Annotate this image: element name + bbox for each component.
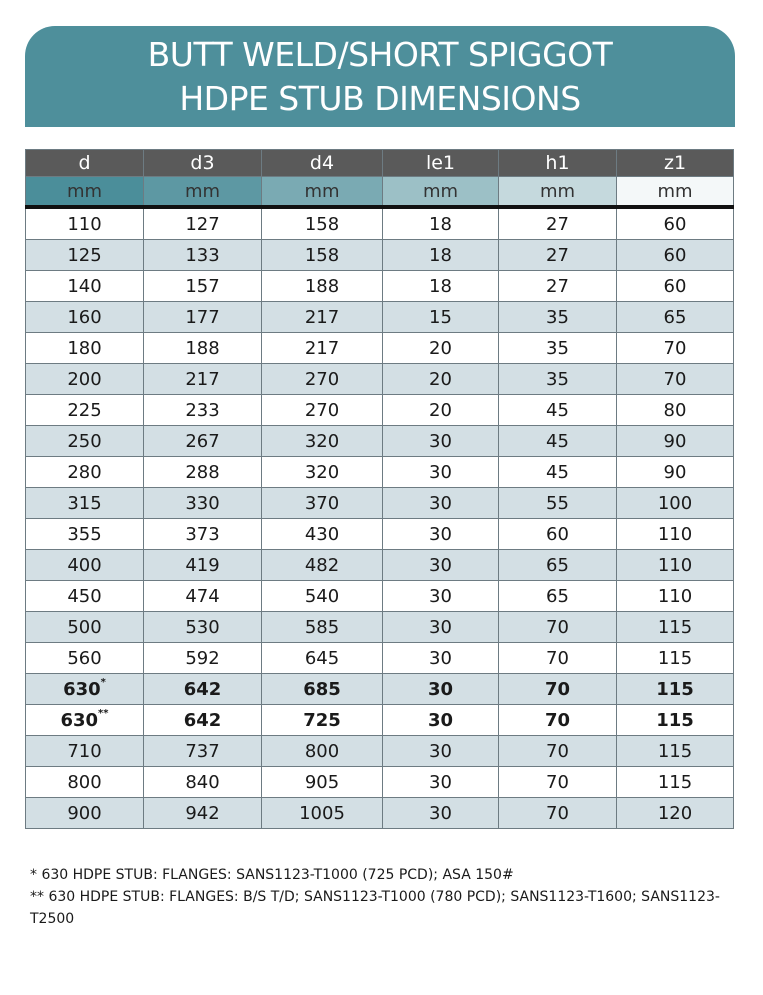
footnote-2: ** 630 HDPE STUB: FLANGES: B/S T/D; SANS1123-T1000 (780 PCD); SANS1123-T1600; SANS1123-T2500 [30,889,720,927]
cell-value: 592 [185,647,220,669]
cell-value: 373 [185,523,220,545]
cell-value: 133 [185,244,220,266]
footnote-marker: ** [98,707,109,719]
cell-d3 [144,240,262,271]
cell-d4 [262,426,383,457]
cell-value: 35 [546,306,569,328]
cell-d4 [262,457,383,488]
cell-value: 645 [304,647,340,669]
cell-h1 [499,240,617,271]
column-header: z1 [617,150,734,177]
cell-value: 540 [304,585,340,607]
cell-value: 70 [546,616,569,638]
cell-value: 370 [304,492,340,514]
cell-value: 225 [67,399,102,421]
cell-h1 [499,736,617,767]
cell-value: 80 [663,399,687,421]
cell-value: 482 [304,554,340,576]
footnote-marker: * [100,676,106,688]
cell-value: 188 [185,337,220,359]
cell-z1 [617,674,734,705]
unit-row [26,177,734,208]
cell-value: 45 [546,399,569,421]
table-body [26,207,734,829]
footnotes [30,864,730,930]
cell-value: 27 [546,213,569,235]
cell-h1 [499,302,617,333]
unit-cell: mm [144,177,262,208]
cell-le1 [383,705,499,736]
cell-value: 315 [67,492,102,514]
title-line-2: HDPE STUB DIMENSIONS [179,78,581,118]
table-row [26,426,734,457]
cell-d3 [144,364,262,395]
cell-z1 [617,333,734,364]
cell-value: 158 [304,244,340,266]
footnote-1: * 630 HDPE STUB: FLANGES: SANS1123-T1000 (725 PCD); ASA 150# [30,867,514,883]
cell-value: 30 [429,771,452,793]
cell-d4 [262,643,383,674]
cell-z1 [617,426,734,457]
cell-d3 [144,798,262,829]
cell-le1 [383,364,499,395]
cell-z1 [617,457,734,488]
cell-value: 560 [67,647,102,669]
cell-value: 905 [304,771,340,793]
title-banner [25,26,735,127]
cell-le1 [383,612,499,643]
column-header: h1 [499,150,617,177]
cell-d3 [144,519,262,550]
cell-value: 90 [663,461,687,483]
cell-h1 [499,767,617,798]
cell-value: 685 [303,678,341,700]
cell-h1 [499,207,617,240]
cell-value: 65 [546,554,569,576]
cell-z1 [617,271,734,302]
cell-value: 800 [67,771,102,793]
cell-d3 [144,767,262,798]
table-row [26,798,734,829]
cell-d3 [144,457,262,488]
cell-value: 1005 [299,802,345,824]
cell-value: 60 [663,213,687,235]
cell-le1 [383,519,499,550]
cell-value: 60 [546,523,569,545]
cell-value: 270 [304,368,340,390]
cell-d4 [262,581,383,612]
cell-d4 [262,364,383,395]
cell-value: 30 [429,616,452,638]
cell-d [26,736,144,767]
cell-value: 20 [429,399,452,421]
cell-d3 [144,736,262,767]
cell-value: 500 [67,616,102,638]
cell-value: 18 [429,244,452,266]
cell-value: 55 [546,492,569,514]
cell-value: 200 [67,368,102,390]
unit-cell: mm [262,177,383,208]
cell-value: 157 [185,275,220,297]
cell-value: 320 [304,430,340,452]
cell-d [26,271,144,302]
cell-value: 45 [546,430,569,452]
cell-value: 30 [429,647,452,669]
cell-value: 630 [60,709,99,731]
cell-le1 [383,333,499,364]
cell-d4 [262,240,383,271]
unit-cell: mm [383,177,499,208]
cell-z1 [617,488,734,519]
table-row [26,519,734,550]
table-row [26,767,734,798]
cell-h1 [499,271,617,302]
cell-d4 [262,302,383,333]
cell-value: 942 [185,802,220,824]
cell-value: 60 [663,244,687,266]
cell-value: 642 [183,709,222,731]
cell-value: 65 [663,306,687,328]
cell-d [26,643,144,674]
cell-value: 30 [429,430,452,452]
unit-cell: mm [499,177,617,208]
cell-value: 474 [185,585,220,607]
cell-d [26,426,144,457]
cell-value: 65 [546,585,569,607]
table-row [26,364,734,395]
cell-value: 530 [185,616,220,638]
cell-value: 800 [304,740,340,762]
cell-d [26,457,144,488]
cell-h1 [499,519,617,550]
cell-h1 [499,395,617,426]
cell-le1 [383,767,499,798]
cell-z1 [617,643,734,674]
cell-z1 [617,550,734,581]
cell-value: 267 [185,430,220,452]
cell-le1 [383,581,499,612]
unit-cell: mm [617,177,734,208]
cell-h1 [499,612,617,643]
table-row [26,488,734,519]
cell-value: 355 [67,523,102,545]
dimensions-table [25,149,734,829]
cell-z1 [617,240,734,271]
cell-h1 [499,581,617,612]
table-row [26,550,734,581]
cell-value: 127 [185,213,220,235]
cell-value: 840 [185,771,220,793]
cell-value: 30 [429,523,452,545]
table-row [26,736,734,767]
cell-le1 [383,395,499,426]
table-row [26,207,734,240]
cell-d3 [144,674,262,705]
cell-h1 [499,798,617,829]
cell-value: 30 [429,740,452,762]
cell-le1 [383,207,499,240]
cell-le1 [383,798,499,829]
cell-d [26,488,144,519]
cell-le1 [383,426,499,457]
table-row [26,612,734,643]
cell-value: 115 [657,647,693,669]
cell-value: 70 [544,709,571,731]
cell-value: 30 [429,802,452,824]
cell-value: 27 [546,275,569,297]
cell-d3 [144,426,262,457]
cell-value: 20 [429,368,452,390]
cell-value: 188 [304,275,340,297]
cell-value: 737 [185,740,220,762]
cell-value: 642 [183,678,222,700]
table-row [26,271,734,302]
cell-value: 90 [663,430,687,452]
cell-value: 35 [546,337,569,359]
cell-value: 233 [185,399,220,421]
cell-value: 27 [546,244,569,266]
cell-z1 [617,612,734,643]
cell-value: 125 [67,244,102,266]
cell-value: 330 [185,492,220,514]
cell-value: 725 [303,709,341,731]
cell-d [26,207,144,240]
cell-value: 110 [67,213,102,235]
cell-value: 115 [657,616,693,638]
cell-h1 [499,457,617,488]
cell-value: 400 [67,554,102,576]
cell-d [26,333,144,364]
table-row [26,643,734,674]
cell-value: 15 [429,306,452,328]
cell-value: 35 [546,368,569,390]
cell-value: 70 [663,337,687,359]
cell-d3 [144,207,262,240]
cell-value: 585 [304,616,340,638]
table-row [26,333,734,364]
cell-d3 [144,643,262,674]
cell-le1 [383,674,499,705]
cell-d [26,767,144,798]
column-header: le1 [383,150,499,177]
cell-d4 [262,519,383,550]
cell-value: 270 [304,399,340,421]
table-row [26,302,734,333]
cell-value: 70 [546,740,569,762]
cell-value: 30 [429,492,452,514]
cell-z1 [617,364,734,395]
cell-z1 [617,767,734,798]
cell-h1 [499,364,617,395]
cell-d4 [262,550,383,581]
cell-d4 [262,207,383,240]
cell-d [26,302,144,333]
cell-z1 [617,736,734,767]
cell-d4 [262,333,383,364]
cell-le1 [383,550,499,581]
cell-value: 115 [656,678,694,700]
cell-d4 [262,271,383,302]
cell-le1 [383,736,499,767]
cell-value: 177 [185,306,220,328]
cell-z1 [617,207,734,240]
column-header: d4 [262,150,383,177]
cell-value: 288 [185,461,220,483]
cell-d4 [262,488,383,519]
table-row [26,581,734,612]
cell-value: 18 [429,213,452,235]
cell-d [26,705,144,736]
cell-d [26,519,144,550]
cell-z1 [617,302,734,333]
cell-d [26,798,144,829]
cell-value: 115 [656,709,694,731]
table-row [26,674,734,705]
cell-le1 [383,302,499,333]
cell-value: 30 [429,585,452,607]
cell-value: 160 [67,306,102,328]
cell-d3 [144,581,262,612]
cell-le1 [383,488,499,519]
cell-d [26,581,144,612]
cell-d3 [144,395,262,426]
cell-d3 [144,271,262,302]
cell-value: 419 [185,554,220,576]
column-header-row [26,150,734,177]
table-row [26,705,734,736]
cell-value: 20 [429,337,452,359]
cell-d3 [144,612,262,643]
cell-z1 [617,798,734,829]
cell-value: 60 [663,275,687,297]
cell-h1 [499,705,617,736]
cell-value: 30 [429,554,452,576]
cell-value: 450 [67,585,102,607]
cell-value: 110 [657,523,693,545]
cell-le1 [383,643,499,674]
cell-value: 320 [304,461,340,483]
cell-value: 70 [544,678,571,700]
cell-value: 100 [657,492,693,514]
cell-d [26,612,144,643]
cell-z1 [617,581,734,612]
cell-d4 [262,798,383,829]
column-header: d3 [144,150,262,177]
cell-value: 110 [657,585,693,607]
cell-d [26,550,144,581]
cell-value: 710 [67,740,102,762]
cell-d3 [144,302,262,333]
cell-value: 45 [546,461,569,483]
cell-value: 70 [546,647,569,669]
cell-d3 [144,488,262,519]
cell-d4 [262,705,383,736]
cell-h1 [499,426,617,457]
cell-d4 [262,736,383,767]
column-header: d [26,150,144,177]
unit-cell: mm [26,177,144,208]
cell-le1 [383,457,499,488]
cell-z1 [617,395,734,426]
cell-d [26,364,144,395]
cell-z1 [617,705,734,736]
table-row [26,240,734,271]
cell-value: 30 [429,461,452,483]
table-row [26,457,734,488]
cell-value: 140 [67,275,102,297]
cell-d3 [144,550,262,581]
cell-h1 [499,488,617,519]
cell-d4 [262,395,383,426]
cell-d [26,395,144,426]
cell-value: 180 [67,337,102,359]
cell-value: 280 [67,461,102,483]
cell-value: 70 [546,802,569,824]
cell-value: 217 [304,306,340,328]
cell-value: 115 [657,740,693,762]
cell-value: 250 [67,430,102,452]
cell-h1 [499,550,617,581]
cell-d [26,240,144,271]
cell-le1 [383,271,499,302]
title-line-1: BUTT WELD/SHORT SPIGGOT [147,34,613,74]
cell-value: 70 [546,771,569,793]
cell-value: 18 [429,275,452,297]
cell-value: 30 [427,678,454,700]
cell-d4 [262,767,383,798]
cell-d [26,674,144,705]
cell-h1 [499,643,617,674]
cell-value: 900 [67,802,102,824]
cell-d4 [262,674,383,705]
cell-z1 [617,519,734,550]
cell-value: 120 [657,802,693,824]
cell-h1 [499,333,617,364]
cell-value: 158 [304,213,340,235]
cell-d3 [144,333,262,364]
cell-value: 630 [63,678,101,700]
cell-h1 [499,674,617,705]
cell-value: 217 [185,368,220,390]
table-row [26,395,734,426]
cell-value: 30 [427,709,454,731]
cell-value: 70 [663,368,687,390]
cell-d3 [144,705,262,736]
cell-value: 430 [304,523,340,545]
cell-value: 217 [304,337,340,359]
cell-le1 [383,240,499,271]
cell-value: 110 [657,554,693,576]
cell-d4 [262,612,383,643]
cell-value: 115 [657,771,693,793]
